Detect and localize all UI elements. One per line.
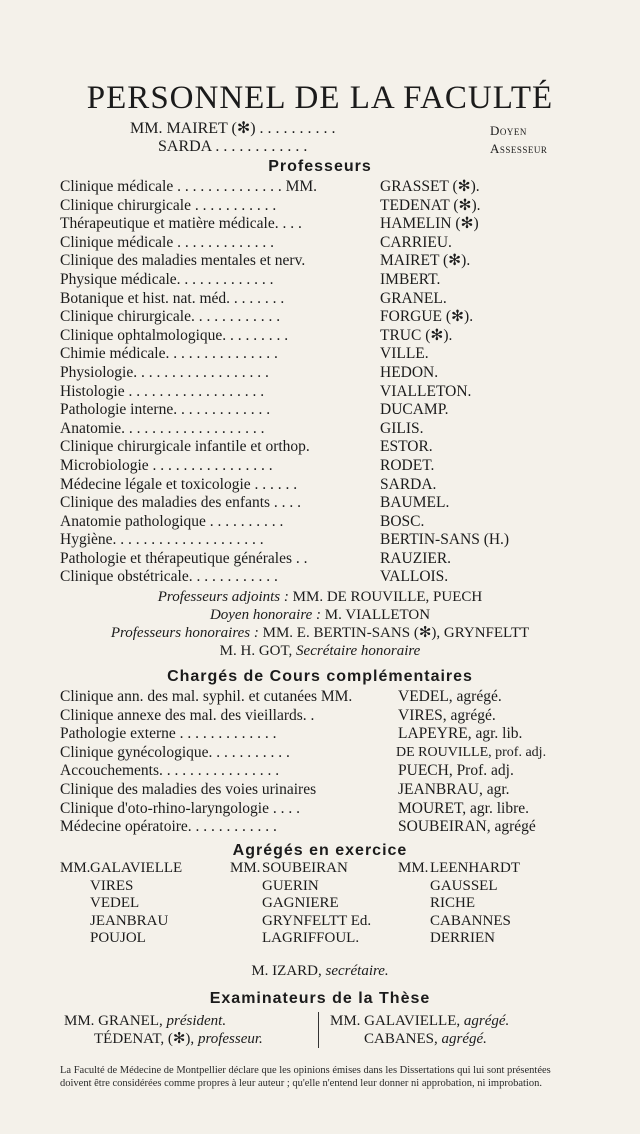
course-name: Clinique ophtalmologique. . . . . . . . . bbox=[60, 326, 289, 344]
professor-name: VALLOIS. bbox=[380, 568, 449, 586]
list-item bbox=[60, 401, 540, 420]
course-name: Clinique médicale . . . . . . . . . . . . . . MM. bbox=[60, 178, 318, 195]
course-name: Clinique médicale . . . . . . . . . . . . . bbox=[60, 233, 274, 251]
professor-name: IMBERT. bbox=[380, 270, 441, 288]
charges-list bbox=[60, 688, 547, 837]
footnote: La Faculté de Médecine de Montpellier déclare que les opinions émises dans les Dissertations qui lui sont présentées doivent être considérées comme propres à leur auteur ; qu'elle n'entend leur donner ni approbation, ni improbation. bbox=[60, 1065, 551, 1089]
list-item bbox=[60, 438, 540, 457]
agrege-name: VEDEL bbox=[90, 895, 140, 911]
course-name: Médecine légale et toxicologie . . . . . . bbox=[60, 475, 298, 493]
course-name: Anatomie. . . . . . . . . . . . . . . . . . . bbox=[60, 419, 265, 437]
professor-name: VILLE. bbox=[380, 345, 429, 363]
examinateur-name: MM. GALAVIELLE, bbox=[330, 1013, 461, 1029]
professor-name: VIALLETON. bbox=[380, 382, 472, 400]
agrege-name: CABANNES bbox=[430, 912, 511, 929]
professor-name: ESTOR. bbox=[380, 438, 433, 456]
agreges-secretary-role: secrétaire. bbox=[325, 963, 389, 979]
list-item bbox=[60, 725, 540, 744]
course-name: Médecine opératoire. . . . . . . . . . . . bbox=[60, 818, 277, 836]
professor-name: GRASSET (✻). bbox=[380, 178, 480, 195]
course-name: Clinique d'oto-rhino-laryngologie . . . . bbox=[60, 799, 300, 817]
list-item bbox=[60, 178, 540, 197]
officer-name: MM. MAIRET (✻) . . . . . . . . . . bbox=[130, 120, 336, 137]
course-name: Hygiène. . . . . . . . . . . . . . . . . . . . bbox=[60, 531, 264, 549]
lecturer-name: VIRES, agrégé. bbox=[398, 706, 496, 724]
adjoints-label: Professeurs adjoints : bbox=[157, 589, 289, 605]
list-item bbox=[60, 290, 540, 309]
course-name: Clinique obstétricale. . . . . . . . . . . . bbox=[60, 568, 278, 586]
list-item bbox=[60, 215, 540, 234]
examinateur-name: MM. GRANEL, bbox=[64, 1013, 163, 1029]
professor-name: CARRIEU. bbox=[380, 233, 452, 251]
course-name: Clinique gynécologique. . . . . . . . . . . bbox=[60, 743, 290, 761]
agrege-name: RICHE bbox=[430, 895, 475, 911]
agrege-name: JEANBRAU bbox=[90, 912, 169, 929]
agrege-name: SOUBEIRAN bbox=[262, 860, 348, 876]
adjoints-line bbox=[0, 588, 640, 606]
professor-name: BAUMEL. bbox=[380, 494, 450, 512]
doyen-honoraire-name: M. VIALLETON bbox=[324, 607, 431, 623]
course-name: Clinique des maladies des voies urinaires bbox=[60, 780, 317, 798]
agreges-column bbox=[398, 860, 520, 946]
agrege-name: LAGRIFFOUL. bbox=[262, 930, 360, 946]
examinateur-role: agrégé. bbox=[463, 1013, 510, 1029]
examinateur-name: TÉDENAT, (✻), bbox=[94, 1031, 195, 1047]
professor-name: RODET. bbox=[380, 456, 435, 474]
professor-name: MAIRET (✻). bbox=[380, 252, 471, 270]
examinateurs-divider bbox=[318, 1012, 319, 1048]
course-name: Histologie . . . . . . . . . . . . . . . . . . bbox=[60, 382, 265, 400]
list-item bbox=[60, 688, 540, 707]
charges-heading: Chargés de Cours complémentaires bbox=[167, 668, 473, 685]
professeurs-heading: Professeurs bbox=[268, 158, 372, 175]
doyen-honoraire-line bbox=[0, 606, 640, 624]
lecturer-name: JEANBRAU, agr. bbox=[398, 780, 510, 798]
agreges-secretary-name: M. IZARD, bbox=[251, 963, 322, 979]
course-name: Physique médicale. . . . . . . . . . . . . bbox=[60, 270, 274, 288]
course-name: Chimie médicale. . . . . . . . . . . . . . . bbox=[60, 345, 278, 363]
course-name: Clinique annexe des mal. des vieillards. . bbox=[60, 706, 315, 724]
secretaire-honoraire-name: M. H. GOT, bbox=[219, 643, 293, 659]
agreges-column bbox=[60, 860, 183, 946]
course-name: Pathologie et thérapeutique générales . . bbox=[60, 549, 308, 567]
list-item bbox=[60, 197, 540, 216]
list-item bbox=[60, 818, 540, 837]
lecturer-name: LAPEYRE, agr. lib. bbox=[398, 725, 523, 743]
officer-role: Doyen bbox=[490, 123, 527, 138]
professor-name: BOSC. bbox=[380, 512, 425, 530]
course-name: Clinique des maladies des enfants . . . . bbox=[60, 494, 302, 512]
list-item bbox=[60, 743, 547, 763]
examinateurs-heading: Examinateurs de la Thèse bbox=[209, 990, 431, 1007]
agreges-prefix: MM. bbox=[60, 860, 91, 876]
course-name: Pathologie interne. . . . . . . . . . . . . bbox=[60, 401, 271, 419]
professeurs-list bbox=[60, 178, 540, 587]
agreges-column bbox=[230, 860, 372, 946]
agrege-name: GRYNFELTT Ed. bbox=[262, 912, 372, 929]
course-name: Pathologie externe . . . . . . . . . . . . . bbox=[60, 725, 277, 743]
agreges-secretary-line bbox=[0, 962, 640, 980]
list-item bbox=[60, 420, 540, 439]
agrege-name: GALAVIELLE bbox=[90, 860, 183, 876]
list-item bbox=[60, 550, 540, 569]
doyen-honoraire-label: Doyen honoraire : bbox=[209, 607, 322, 623]
professor-name: GILIS. bbox=[380, 419, 424, 437]
agrege-name: GAUSSEL bbox=[430, 877, 498, 894]
list-item bbox=[60, 345, 540, 364]
course-name: Microbiologie . . . . . . . . . . . . . . . . bbox=[60, 456, 273, 474]
professor-name: FORGUE (✻). bbox=[380, 308, 474, 326]
list-item bbox=[60, 476, 540, 495]
agreges-grid bbox=[60, 860, 600, 950]
list-item bbox=[60, 568, 540, 587]
professor-name: GRANEL. bbox=[380, 289, 447, 307]
examinateur-left-0 bbox=[64, 1012, 226, 1030]
list-item bbox=[60, 707, 540, 726]
course-name: Clinique ann. des mal. syphil. et cutanées MM. bbox=[60, 688, 353, 705]
list-item bbox=[60, 494, 540, 513]
course-name: Anatomie pathologique . . . . . . . . . . bbox=[60, 512, 284, 530]
course-name: Clinique chirurgicale . . . . . . . . . . . bbox=[60, 196, 277, 214]
examinateur-role: président. bbox=[166, 1013, 227, 1029]
list-item bbox=[60, 308, 540, 327]
course-name: Clinique chirurgicale infantile et orthop. bbox=[60, 438, 310, 456]
list-item bbox=[60, 531, 540, 550]
course-name: Accouchements. . . . . . . . . . . . . . . . bbox=[60, 762, 280, 780]
lecturer-name: VEDEL, agrégé. bbox=[398, 688, 502, 705]
examinateur-role: agrégé. bbox=[441, 1031, 487, 1047]
course-name: Thérapeutique et matière médicale. . . . bbox=[60, 215, 302, 233]
professor-name: TRUC (✻). bbox=[380, 326, 453, 344]
list-item bbox=[60, 234, 540, 253]
agrege-name: LEENHARDT bbox=[430, 860, 520, 876]
agrege-name: VIRES bbox=[90, 877, 134, 894]
professor-name: HAMELIN (✻) bbox=[380, 215, 479, 233]
professor-name: SARDA. bbox=[380, 475, 437, 493]
list-item bbox=[60, 327, 540, 346]
agrege-name: GAGNIERE bbox=[262, 895, 339, 911]
list-item bbox=[60, 383, 540, 402]
professor-name: HEDON. bbox=[380, 363, 439, 381]
officer-name: SARDA . . . . . . . . . . . . bbox=[158, 138, 308, 155]
secretaire-honoraire-line bbox=[0, 642, 640, 660]
examinateur-right-0 bbox=[330, 1012, 509, 1030]
list-item bbox=[60, 271, 540, 290]
course-name: Botanique et hist. nat. méd. . . . . . . . bbox=[60, 289, 285, 307]
examinateur-role: professeur. bbox=[197, 1031, 263, 1047]
list-item bbox=[60, 364, 540, 383]
adjoints-names: MM. DE ROUVILLE, PUECH bbox=[292, 589, 483, 605]
agreges-heading: Agrégés en exercice bbox=[232, 842, 408, 859]
lecturer-name: SOUBEIRAN, agrégé bbox=[398, 818, 536, 836]
list-item bbox=[60, 252, 540, 271]
professor-name: BERTIN-SANS (H.) bbox=[380, 531, 510, 549]
list-item bbox=[60, 800, 540, 819]
professor-name: TEDENAT (✻). bbox=[380, 196, 481, 214]
course-name: Clinique des maladies mentales et nerv. bbox=[60, 252, 306, 270]
course-name: Clinique chirurgicale. . . . . . . . . . . . bbox=[60, 308, 281, 326]
examinateur-left-1 bbox=[94, 1030, 263, 1048]
examinateur-right-1 bbox=[364, 1030, 487, 1048]
honoraires-names: MM. E. BERTIN-SANS (✻), GRYNFELTT bbox=[262, 625, 530, 641]
list-item bbox=[60, 781, 540, 800]
lecturer-name: PUECH, Prof. adj. bbox=[398, 762, 514, 780]
honoraires-line bbox=[0, 624, 640, 642]
lecturer-name: DE ROUVILLE, prof. adj. bbox=[396, 744, 547, 760]
professor-name: RAUZIER. bbox=[380, 549, 452, 567]
lecturer-name: MOURET, agr. libre. bbox=[398, 799, 530, 817]
honoraires-label: Professeurs honoraires : bbox=[110, 625, 259, 641]
agrege-name: DERRIEN bbox=[430, 930, 495, 946]
list-item bbox=[60, 762, 540, 781]
professor-name: DUCAMP. bbox=[380, 401, 449, 419]
list-item bbox=[60, 513, 540, 532]
agreges-prefix: MM. bbox=[230, 860, 261, 876]
examinateur-name: CABANES, bbox=[364, 1031, 438, 1047]
agrege-name: GUERIN bbox=[262, 877, 319, 894]
agrege-name: POUJOL bbox=[90, 930, 146, 946]
secretaire-honoraire-label: Secrétaire honoraire bbox=[296, 643, 421, 659]
course-name: Physiologie. . . . . . . . . . . . . . . . . . bbox=[60, 363, 269, 381]
page-title: PERSONNEL DE LA FACULTÉ bbox=[86, 80, 554, 116]
agreges-prefix: MM. bbox=[398, 860, 429, 876]
list-item bbox=[60, 457, 540, 476]
officer-role: Assesseur bbox=[490, 141, 548, 156]
